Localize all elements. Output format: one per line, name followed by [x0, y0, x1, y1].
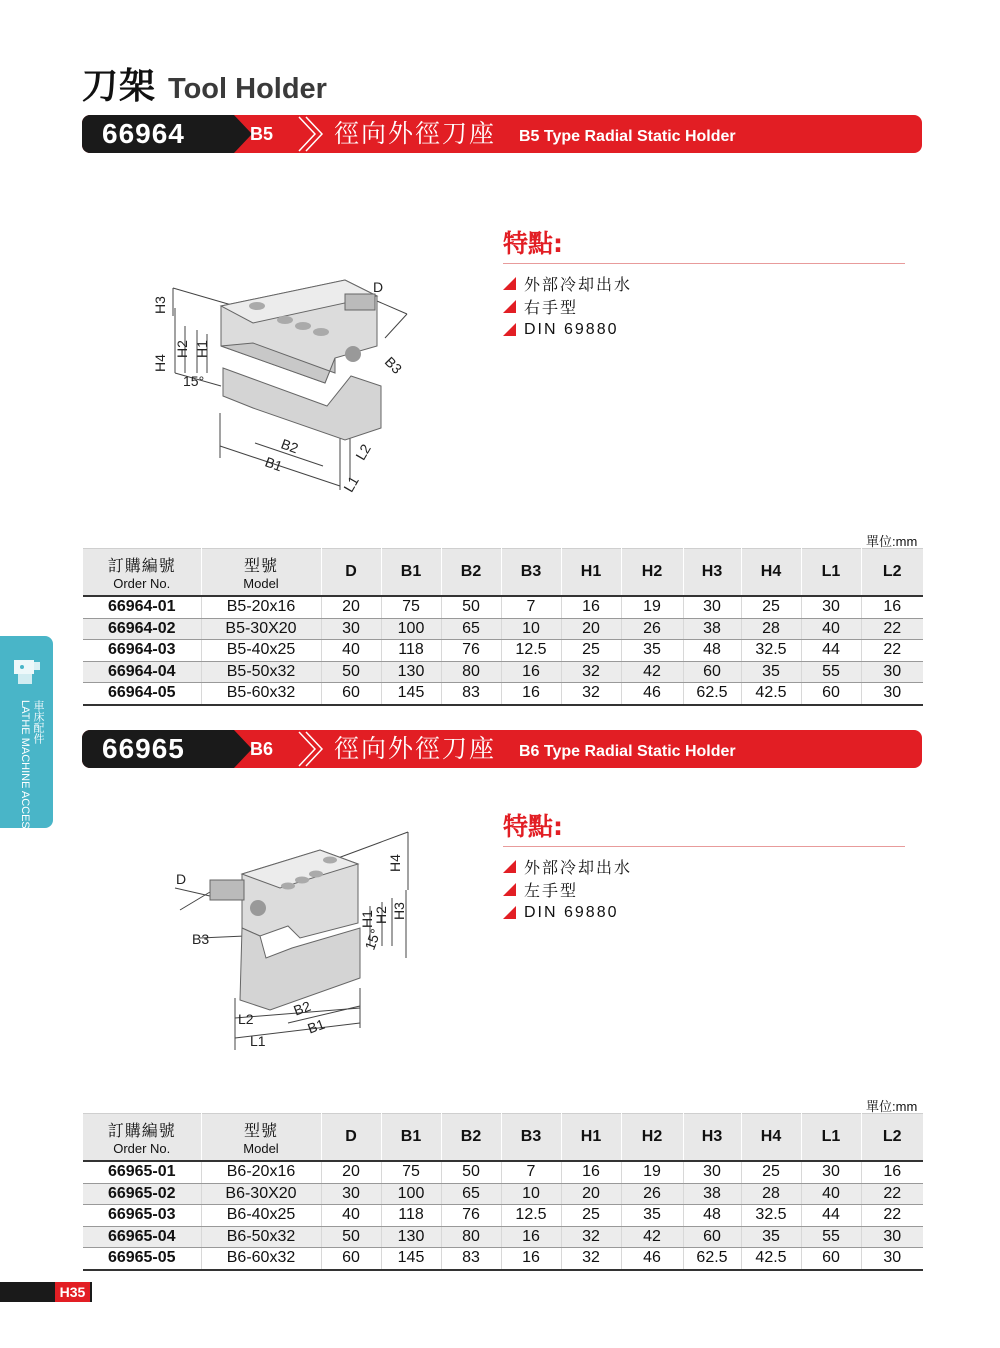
order-no-cell: 66964-02 — [83, 618, 201, 640]
model-cell: B6-60x32 — [201, 1248, 321, 1270]
dimension-cell: 30 — [861, 683, 923, 705]
col-l2: L2 — [861, 1114, 923, 1162]
dimension-cell: 40 — [321, 640, 381, 662]
model-cell: B6-30X20 — [201, 1183, 321, 1205]
label-d: D — [176, 871, 187, 887]
col-b2: B2 — [441, 549, 501, 597]
dimension-cell: 40 — [321, 1205, 381, 1227]
side-tab-text — [18, 700, 44, 870]
page-number: H35 — [55, 1282, 90, 1302]
dimension-cell: 25 — [741, 596, 801, 618]
side-tab-zh: 車床配件 — [32, 700, 44, 744]
page-title — [82, 58, 327, 109]
red-triangle-icon — [503, 277, 516, 290]
dimension-cell: 40 — [801, 618, 861, 640]
col-l2: L2 — [861, 549, 923, 597]
label-l1: L1 — [340, 473, 362, 495]
product-name-en: B5 Type Radial Static Holder — [519, 128, 736, 145]
col-h4: H4 — [741, 549, 801, 597]
page-number-bar — [0, 1282, 92, 1302]
dimension-cell: 62.5 — [683, 683, 741, 705]
dimension-cell: 16 — [861, 596, 923, 618]
label-l1: L1 — [250, 1033, 266, 1049]
dimension-cell: 32 — [561, 683, 621, 705]
chevron-right-icon — [295, 115, 325, 153]
model-cell: B5-50x32 — [201, 661, 321, 683]
label-b2: B2 — [278, 435, 301, 457]
order-no-cell: 66964-01 — [83, 596, 201, 618]
dimension-cell: 7 — [501, 1161, 561, 1183]
label-h1: H1 — [194, 340, 210, 358]
dimension-cell: 26 — [621, 1183, 683, 1205]
side-tab-en: LATHE MACHINE ACCESSORIES — [19, 700, 31, 871]
dimension-cell: 60 — [321, 1248, 381, 1270]
table-row — [83, 683, 923, 705]
dimension-cell: 12.5 — [501, 640, 561, 662]
dimension-cell: 20 — [561, 1183, 621, 1205]
dimension-cell: 65 — [441, 618, 501, 640]
label-b1: B1 — [305, 1015, 327, 1037]
col-order-no: 訂購編號 Order No. — [83, 549, 201, 597]
red-triangle-icon — [503, 300, 516, 313]
red-triangle-icon — [503, 883, 516, 896]
dimension-cell: 62.5 — [683, 1248, 741, 1270]
dimension-cell: 16 — [501, 1248, 561, 1270]
dimension-cell: 60 — [321, 683, 381, 705]
col-h2: H2 — [621, 1114, 683, 1162]
dimension-cell: 83 — [441, 683, 501, 705]
model-cell: B6-50x32 — [201, 1226, 321, 1248]
col-l1: L1 — [801, 1114, 861, 1162]
dimension-cell: 28 — [741, 1183, 801, 1205]
dimension-cell: 20 — [321, 1161, 381, 1183]
product-name-zh: 徑向外徑刀座 — [334, 734, 497, 763]
dimension-cell: 30 — [321, 618, 381, 640]
dimension-cell: 50 — [321, 661, 381, 683]
label-h1: H1 — [359, 910, 375, 928]
dimension-cell: 75 — [381, 1161, 441, 1183]
dimension-cell: 32 — [561, 1248, 621, 1270]
dimension-cell: 48 — [683, 1205, 741, 1227]
dimension-cell: 55 — [801, 661, 861, 683]
model-cell: B5-30X20 — [201, 618, 321, 640]
col-h1: H1 — [561, 549, 621, 597]
dimension-cell: 60 — [683, 1226, 741, 1248]
table-row — [83, 1205, 923, 1227]
dimension-cell: 7 — [501, 596, 561, 618]
order-no-cell: 66964-05 — [83, 683, 201, 705]
dimension-cell: 30 — [801, 1161, 861, 1183]
label-b1: B1 — [262, 453, 285, 475]
model-cell: B5-40x25 — [201, 640, 321, 662]
col-model: 型號 Model — [201, 1114, 321, 1162]
table-row — [83, 1226, 923, 1248]
order-no-cell: 66965-03 — [83, 1205, 201, 1227]
dimension-cell: 35 — [741, 1226, 801, 1248]
feature-item: 外部冷却出水 — [503, 855, 905, 878]
col-h4: H4 — [741, 1114, 801, 1162]
label-h4: H4 — [152, 354, 168, 372]
unit-label: 單位:mm — [866, 1099, 918, 1114]
dimension-cell: 12.5 — [501, 1205, 561, 1227]
dimension-cell: 25 — [561, 640, 621, 662]
b5-holder-drawing — [145, 268, 435, 508]
dimension-cell: 130 — [381, 1226, 441, 1248]
col-h3: H3 — [683, 549, 741, 597]
order-no-cell: 66964-04 — [83, 661, 201, 683]
dimension-cell: 16 — [861, 1161, 923, 1183]
product-name-zh: 徑向外徑刀座 — [334, 119, 497, 148]
col-h2: H2 — [621, 549, 683, 597]
dimension-cell: 40 — [801, 1183, 861, 1205]
model-cell: B5-20x16 — [201, 596, 321, 618]
col-b3: B3 — [501, 1114, 561, 1162]
lathe-holder-icon — [10, 650, 42, 690]
dimension-cell: 30 — [801, 596, 861, 618]
dimension-cell: 10 — [501, 618, 561, 640]
dimension-cell: 50 — [321, 1226, 381, 1248]
table-row — [83, 596, 923, 618]
dimension-cell: 16 — [501, 683, 561, 705]
table-row — [83, 661, 923, 683]
col-d: D — [321, 1114, 381, 1162]
dimension-cell: 35 — [621, 1205, 683, 1227]
product-type: B6 — [250, 739, 274, 759]
dimension-cell: 25 — [561, 1205, 621, 1227]
dimension-cell: 32 — [561, 1226, 621, 1248]
dimension-cell: 76 — [441, 640, 501, 662]
dimension-cell: 35 — [621, 640, 683, 662]
chevron-right-icon — [295, 730, 325, 768]
dimension-cell: 32.5 — [741, 1205, 801, 1227]
dimension-cell: 32.5 — [741, 640, 801, 662]
feature-item: DIN 69880 — [503, 901, 905, 924]
product-name-en: B6 Type Radial Static Holder — [519, 743, 736, 760]
dimension-cell: 10 — [501, 1183, 561, 1205]
dimension-cell: 100 — [381, 618, 441, 640]
dimension-cell: 80 — [441, 1226, 501, 1248]
dimension-cell: 16 — [561, 1161, 621, 1183]
dimension-cell: 30 — [683, 1161, 741, 1183]
dimension-cell: 50 — [441, 1161, 501, 1183]
dimension-cell: 20 — [321, 596, 381, 618]
dimension-cell: 22 — [861, 1183, 923, 1205]
features-panel — [503, 227, 905, 341]
features-title: 特點: — [503, 227, 905, 264]
dimension-cell: 28 — [741, 618, 801, 640]
dimension-cell: 16 — [561, 596, 621, 618]
dimension-cell: 60 — [683, 661, 741, 683]
red-triangle-icon — [503, 906, 516, 919]
red-triangle-icon — [503, 323, 516, 336]
order-no-cell: 66964-03 — [83, 640, 201, 662]
model-cell: B6-20x16 — [201, 1161, 321, 1183]
order-no-cell: 66965-05 — [83, 1248, 201, 1270]
col-order-no: 訂購編號 Order No. — [83, 1114, 201, 1162]
dimension-cell: 19 — [621, 596, 683, 618]
label-b3: B3 — [192, 931, 210, 947]
dimension-cell: 35 — [741, 661, 801, 683]
features-title: 特點: — [503, 810, 905, 847]
table-row — [83, 1248, 923, 1270]
table-row — [83, 640, 923, 662]
dimension-cell: 50 — [441, 596, 501, 618]
feature-item: 外部冷却出水 — [503, 272, 905, 295]
order-no-cell: 66965-04 — [83, 1226, 201, 1248]
dimension-cell: 16 — [501, 1226, 561, 1248]
dimension-cell: 60 — [801, 683, 861, 705]
dimension-cell: 22 — [861, 640, 923, 662]
section-header-bar — [82, 730, 922, 768]
dimension-cell: 20 — [561, 618, 621, 640]
dimension-cell: 26 — [621, 618, 683, 640]
dimension-cell: 80 — [441, 661, 501, 683]
col-h3: H3 — [683, 1114, 741, 1162]
table-row — [83, 1183, 923, 1205]
dimension-cell: 42 — [621, 1226, 683, 1248]
dimension-cell: 19 — [621, 1161, 683, 1183]
table-row — [83, 618, 923, 640]
dimension-cell: 83 — [441, 1248, 501, 1270]
dimension-cell: 42 — [621, 661, 683, 683]
dimension-cell: 22 — [861, 1205, 923, 1227]
model-cell: B5-60x32 — [201, 683, 321, 705]
dimension-cell: 16 — [501, 661, 561, 683]
label-b2: B2 — [291, 997, 313, 1019]
col-b1: B1 — [381, 1114, 441, 1162]
feature-item: DIN 69880 — [503, 318, 905, 341]
dimension-cell: 30 — [861, 661, 923, 683]
col-h1: H1 — [561, 1114, 621, 1162]
page-title-zh: 刀架 — [82, 66, 157, 107]
spec-table — [83, 1113, 923, 1271]
label-b3: B3 — [381, 353, 406, 377]
dimension-cell: 42.5 — [741, 1248, 801, 1270]
dimension-cell: 30 — [321, 1183, 381, 1205]
col-d: D — [321, 549, 381, 597]
feature-item: 右手型 — [503, 295, 905, 318]
product-code: 66964 — [82, 115, 234, 153]
label-angle: 15° — [361, 926, 384, 953]
red-triangle-icon — [503, 860, 516, 873]
side-tab — [0, 636, 53, 871]
col-b1: B1 — [381, 549, 441, 597]
label-h2: H2 — [373, 906, 389, 924]
table-row — [83, 1161, 923, 1183]
page-title-en: Tool Holder — [168, 73, 327, 105]
dimension-cell: 44 — [801, 640, 861, 662]
dimension-cell: 32 — [561, 661, 621, 683]
spec-table — [83, 548, 923, 706]
dimension-cell: 42.5 — [741, 683, 801, 705]
dimension-cell: 145 — [381, 1248, 441, 1270]
feature-item: 左手型 — [503, 878, 905, 901]
dimension-cell: 30 — [683, 596, 741, 618]
order-no-cell: 66965-01 — [83, 1161, 201, 1183]
dimension-cell: 145 — [381, 683, 441, 705]
product-type: B5 — [250, 124, 274, 144]
dimension-cell: 76 — [441, 1205, 501, 1227]
label-h3: H3 — [152, 296, 168, 314]
dimension-cell: 22 — [861, 618, 923, 640]
label-h4: H4 — [387, 854, 403, 872]
dimension-cell: 30 — [861, 1248, 923, 1270]
col-l1: L1 — [801, 549, 861, 597]
dimension-cell: 44 — [801, 1205, 861, 1227]
dimension-cell: 65 — [441, 1183, 501, 1205]
dimension-cell: 60 — [801, 1248, 861, 1270]
col-b3: B3 — [501, 549, 561, 597]
label-l2: L2 — [238, 1011, 254, 1027]
section-header-bar — [82, 115, 922, 153]
col-model: 型號 Model — [201, 549, 321, 597]
table-header — [83, 1114, 923, 1162]
dimension-cell: 55 — [801, 1226, 861, 1248]
dimension-cell: 118 — [381, 1205, 441, 1227]
b6-holder-drawing — [170, 828, 420, 1058]
features-panel — [503, 810, 905, 924]
dimension-cell: 25 — [741, 1161, 801, 1183]
label-h3: H3 — [391, 902, 407, 920]
product-code: 66965 — [82, 730, 234, 768]
dimension-cell: 100 — [381, 1183, 441, 1205]
unit-label: 單位:mm — [866, 534, 918, 549]
label-l2: L2 — [352, 441, 374, 463]
dimension-cell: 48 — [683, 640, 741, 662]
dimension-cell: 75 — [381, 596, 441, 618]
dimension-cell: 46 — [621, 683, 683, 705]
table-header — [83, 549, 923, 597]
dimension-cell: 46 — [621, 1248, 683, 1270]
label-angle: 15° — [183, 373, 205, 389]
dimension-cell: 38 — [683, 1183, 741, 1205]
dimension-cell: 30 — [861, 1226, 923, 1248]
order-no-cell: 66965-02 — [83, 1183, 201, 1205]
model-cell: B6-40x25 — [201, 1205, 321, 1227]
label-h2: H2 — [174, 340, 190, 358]
dimension-cell: 130 — [381, 661, 441, 683]
dimension-cell: 38 — [683, 618, 741, 640]
dimension-cell: 118 — [381, 640, 441, 662]
label-d: D — [373, 279, 384, 295]
col-b2: B2 — [441, 1114, 501, 1162]
